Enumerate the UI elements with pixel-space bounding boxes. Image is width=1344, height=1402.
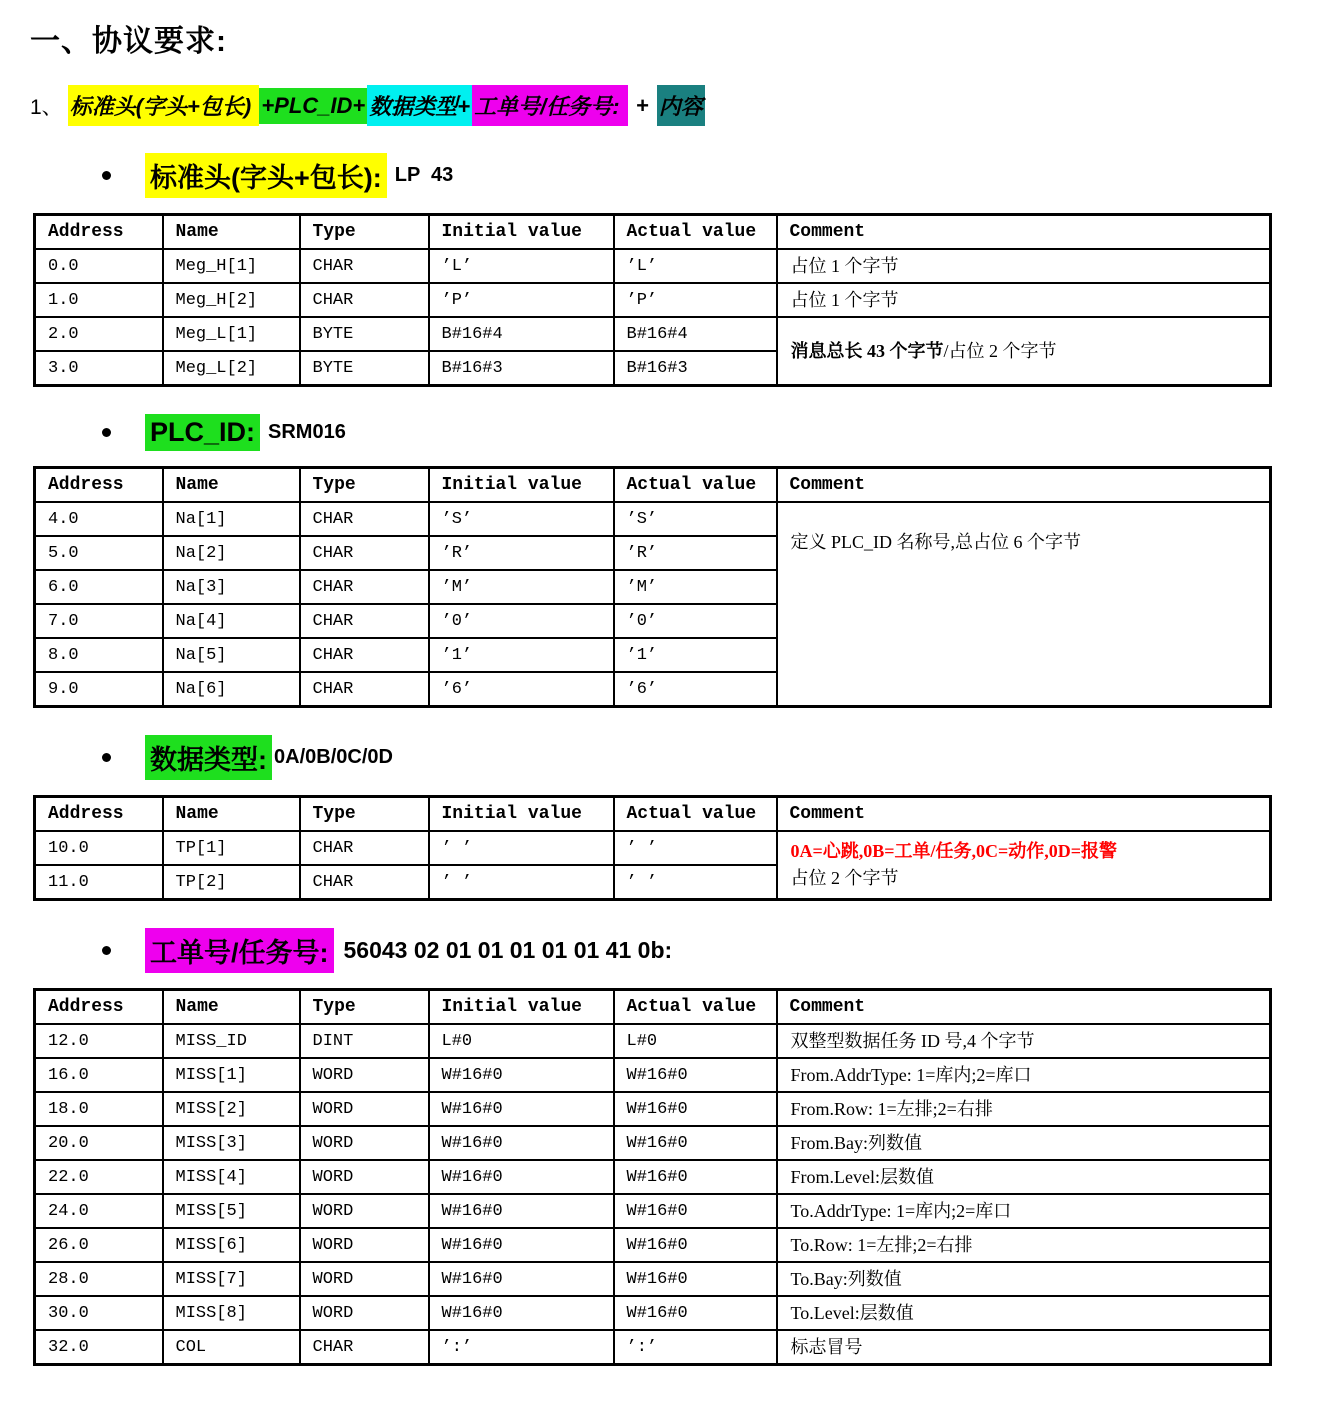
table-cell: DINT (300, 1024, 429, 1058)
table-header-row (35, 990, 1271, 1025)
column-header: Name (163, 797, 300, 832)
column-header: Initial value (429, 990, 614, 1025)
table-cell: 18.0 (35, 1092, 163, 1126)
table-cell: ’:’ (614, 1330, 777, 1365)
table-cell: MISS[8] (163, 1296, 300, 1330)
table-cell: WORD (300, 1194, 429, 1228)
section-plc-id (0, 414, 1344, 708)
table-cell: CHAR (300, 570, 429, 604)
comment-line (791, 865, 1264, 892)
comment-text: To.AddrType: 1=库内;2=库口 (790, 1200, 1012, 1221)
column-header: Actual value (614, 990, 777, 1025)
table-row (35, 1024, 1271, 1058)
bullet-row-work-order (102, 928, 1344, 973)
table-cell: W#16#0 (429, 1262, 614, 1296)
table-cell: CHAR (300, 672, 429, 707)
comment-line (791, 529, 1264, 556)
table-cell: W#16#0 (429, 1228, 614, 1262)
comment-line (791, 1164, 1264, 1191)
plc-id-table (33, 466, 1272, 708)
table-cell: B#16#4 (614, 317, 777, 351)
formula-segment-5: 内容 (657, 85, 705, 126)
table-cell: ’1’ (429, 638, 614, 672)
table-cell: ’R’ (429, 536, 614, 570)
table-cell: 11.0 (35, 865, 163, 900)
table-cell: ’ ’ (429, 865, 614, 900)
table-cell: W#16#0 (429, 1160, 614, 1194)
table-cell: W#16#0 (614, 1194, 777, 1228)
column-header: Type (300, 215, 429, 250)
column-header: Address (35, 468, 163, 503)
bullet-row-plc-id (102, 414, 1344, 451)
table-row (35, 1160, 1271, 1194)
table-cell: 3.0 (35, 351, 163, 386)
table-cell: ’ ’ (614, 831, 777, 865)
table-cell: ’L’ (614, 249, 777, 283)
table-cell: CHAR (300, 831, 429, 865)
table-row (35, 831, 1271, 865)
comment-cell (777, 1330, 1271, 1365)
table-cell: ’6’ (429, 672, 614, 707)
table-cell: 24.0 (35, 1194, 163, 1228)
table-cell: BYTE (300, 317, 429, 351)
table-cell: Na[1] (163, 502, 300, 536)
comment-line (791, 1198, 1264, 1225)
table-cell: ’S’ (429, 502, 614, 536)
table-cell: Meg_L[2] (163, 351, 300, 386)
comment-line (791, 1062, 1264, 1089)
comment-line (791, 1028, 1264, 1055)
table-header-row (35, 468, 1271, 503)
column-header: Actual value (614, 215, 777, 250)
comment-text: From.Bay:列数值 (790, 1132, 923, 1153)
table-row (35, 249, 1271, 283)
comment-text: 0A=心跳,0B=工单/任务,0C=动作,0D=报警 (790, 841, 1118, 861)
comment-line (791, 1096, 1264, 1123)
table-cell: W#16#0 (614, 1058, 777, 1092)
table-row (35, 283, 1271, 317)
comment-line (791, 1334, 1264, 1361)
comment-text: /占位 2 个字节 (943, 340, 1057, 361)
table-cell: CHAR (300, 638, 429, 672)
table-cell: MISS[5] (163, 1194, 300, 1228)
table-cell: BYTE (300, 351, 429, 386)
table-cell: Na[4] (163, 604, 300, 638)
table-cell: B#16#3 (614, 351, 777, 386)
column-header: Actual value (614, 797, 777, 832)
bullet-label-standard-header: 标准头(字头+包长): (145, 153, 387, 198)
comment-cell (777, 317, 1271, 386)
bullet-icon (102, 171, 111, 180)
bullet-value-data-type: 0A/0B/0C/0D (274, 746, 393, 768)
comment-line (791, 338, 1264, 365)
table-cell: W#16#0 (429, 1126, 614, 1160)
table-cell: MISS[4] (163, 1160, 300, 1194)
table-cell: W#16#0 (614, 1126, 777, 1160)
comment-cell (777, 1228, 1271, 1262)
table-cell: W#16#0 (614, 1160, 777, 1194)
work-order-table (33, 988, 1272, 1366)
column-header: Initial value (429, 797, 614, 832)
comment-cell (777, 502, 1271, 707)
table-cell: CHAR (300, 536, 429, 570)
table-cell: 8.0 (35, 638, 163, 672)
formula-segment-2: 数据类型+ (367, 85, 472, 126)
table-cell: TP[1] (163, 831, 300, 865)
formula-segment-4: + (629, 92, 655, 118)
comment-cell (777, 1262, 1271, 1296)
table-row (35, 1092, 1271, 1126)
table-header-row (35, 215, 1271, 250)
column-header: Name (163, 990, 300, 1025)
table-cell: 30.0 (35, 1296, 163, 1330)
table-row (35, 1296, 1271, 1330)
comment-cell (777, 1126, 1271, 1160)
table-cell: 4.0 (35, 502, 163, 536)
table-cell: Meg_L[1] (163, 317, 300, 351)
table-cell: B#16#4 (429, 317, 614, 351)
table-cell: 0.0 (35, 249, 163, 283)
table-cell: Meg_H[2] (163, 283, 300, 317)
table-cell: ’S’ (614, 502, 777, 536)
bullet-label-plc-id: PLC_ID: (145, 414, 260, 451)
comment-text: 标志冒号 (790, 1336, 863, 1357)
table-cell: L#0 (429, 1024, 614, 1058)
table-cell: TP[2] (163, 865, 300, 900)
comment-text: To.Row: 1=左排;2=右排 (790, 1234, 973, 1255)
formula-segment-0: 标准头(字头+包长) (68, 85, 260, 126)
table-cell: ’P’ (614, 283, 777, 317)
table-cell: W#16#0 (614, 1262, 777, 1296)
table-cell: CHAR (300, 283, 429, 317)
table-row (35, 1330, 1271, 1365)
table-cell: 20.0 (35, 1126, 163, 1160)
table-cell: ’ ’ (429, 831, 614, 865)
table-cell: MISS[7] (163, 1262, 300, 1296)
table-cell: COL (163, 1330, 300, 1365)
comment-line (791, 1232, 1264, 1259)
table-cell: 28.0 (35, 1262, 163, 1296)
formula-number-prefix: 1、 (30, 95, 63, 119)
bullet-icon (102, 753, 111, 762)
section-data-type (0, 735, 1344, 901)
table-cell: 22.0 (35, 1160, 163, 1194)
table-cell: ’L’ (429, 249, 614, 283)
table-cell: 2.0 (35, 317, 163, 351)
comment-cell (777, 283, 1271, 317)
comment-line (791, 253, 1264, 280)
table-cell: CHAR (300, 865, 429, 900)
comment-cell (777, 249, 1271, 283)
column-header: Name (163, 468, 300, 503)
formula-segment-1: +PLC_ID+ (259, 88, 367, 124)
bullet-row-standard-header (102, 153, 1344, 198)
table-cell: ’0’ (429, 604, 614, 638)
table-cell: Meg_H[1] (163, 249, 300, 283)
table-cell: WORD (300, 1262, 429, 1296)
table-cell: ’M’ (429, 570, 614, 604)
table-cell: MISS_ID (163, 1024, 300, 1058)
table-cell: ’1’ (614, 638, 777, 672)
protocol-formula-line (30, 85, 1344, 126)
column-header: Actual value (614, 468, 777, 503)
page-title: 一、协议要求: (30, 25, 227, 58)
bullet-label-data-type: 数据类型: (145, 735, 272, 780)
table-cell: WORD (300, 1160, 429, 1194)
column-header: Type (300, 797, 429, 832)
table-row (35, 502, 1271, 536)
table-cell: 1.0 (35, 283, 163, 317)
bullet-row-data-type (102, 735, 1344, 780)
bullet-value-plc-id: SRM016 (268, 421, 346, 443)
table-cell: W#16#0 (614, 1092, 777, 1126)
column-header: Type (300, 468, 429, 503)
table-cell: WORD (300, 1228, 429, 1262)
table-cell: ’R’ (614, 536, 777, 570)
formula-highlight-segments (68, 85, 705, 126)
bullet-label-work-order: 工单号/任务号: (145, 928, 334, 973)
table-row (35, 1058, 1271, 1092)
table-cell: ’:’ (429, 1330, 614, 1365)
table-cell: WORD (300, 1058, 429, 1092)
data-type-table (33, 795, 1272, 901)
comment-cell (777, 1160, 1271, 1194)
table-cell: 12.0 (35, 1024, 163, 1058)
table-cell: MISS[2] (163, 1092, 300, 1126)
table-cell: MISS[6] (163, 1228, 300, 1262)
comment-line (791, 287, 1264, 314)
table-cell: CHAR (300, 249, 429, 283)
comment-text: To.Bay:列数值 (790, 1268, 902, 1289)
comment-cell (777, 1024, 1271, 1058)
bullet-icon (102, 946, 111, 955)
comment-line (791, 1130, 1264, 1157)
table-cell: W#16#0 (429, 1092, 614, 1126)
table-cell: 26.0 (35, 1228, 163, 1262)
table-cell: W#16#0 (429, 1296, 614, 1330)
comment-text: 占位 2 个字节 (790, 868, 899, 888)
comment-text: 双整型数据任务 ID 号,4 个字节 (790, 1030, 1035, 1051)
comment-text: From.Row: 1=左排;2=右排 (790, 1098, 993, 1119)
column-header: Comment (777, 797, 1271, 832)
table-cell: ’ ’ (614, 865, 777, 900)
column-header: Type (300, 990, 429, 1025)
table-row (35, 1126, 1271, 1160)
comment-text: From.AddrType: 1=库内;2=库口 (790, 1064, 1032, 1085)
table-cell: Na[2] (163, 536, 300, 570)
table-cell: Na[6] (163, 672, 300, 707)
bullet-value-work-order: 56043 02 01 01 01 01 01 41 0b: (343, 937, 673, 963)
table-cell: ’M’ (614, 570, 777, 604)
table-cell: ’6’ (614, 672, 777, 707)
column-header: Initial value (429, 215, 614, 250)
table-cell: 5.0 (35, 536, 163, 570)
section-standard-header (0, 153, 1344, 387)
comment-cell (777, 1296, 1271, 1330)
formula-segment-3: 工单号/任务号: (472, 85, 628, 126)
comment-text: 消息总长 43 个字节 (790, 340, 944, 361)
column-header: Name (163, 215, 300, 250)
comment-text: 占位 1 个字节 (790, 255, 899, 276)
table-cell: MISS[1] (163, 1058, 300, 1092)
table-cell: W#16#0 (614, 1228, 777, 1262)
table-cell: 6.0 (35, 570, 163, 604)
comment-line (791, 838, 1264, 865)
comment-text: To.Level:层数值 (790, 1302, 914, 1323)
table-row (35, 317, 1271, 351)
column-header: Comment (777, 990, 1271, 1025)
table-cell: W#16#0 (429, 1058, 614, 1092)
table-cell: Na[5] (163, 638, 300, 672)
table-cell: MISS[3] (163, 1126, 300, 1160)
standard-header-table (33, 213, 1272, 387)
comment-line (791, 1266, 1264, 1293)
comment-text: 定义 PLC_ID 名称号,总占位 6 个字节 (790, 532, 1082, 552)
table-cell: ’P’ (429, 283, 614, 317)
column-header: Comment (777, 215, 1271, 250)
comment-cell (777, 1194, 1271, 1228)
table-cell: B#16#3 (429, 351, 614, 386)
comment-cell (777, 831, 1271, 900)
table-cell: ’0’ (614, 604, 777, 638)
bullet-value-standard-header: LP 43 (394, 164, 454, 186)
table-cell: Na[3] (163, 570, 300, 604)
column-header: Address (35, 797, 163, 832)
table-cell: W#16#0 (429, 1194, 614, 1228)
column-header: Address (35, 215, 163, 250)
table-cell: WORD (300, 1092, 429, 1126)
table-cell: 7.0 (35, 604, 163, 638)
table-cell: CHAR (300, 604, 429, 638)
table-row (35, 1228, 1271, 1262)
table-cell: 16.0 (35, 1058, 163, 1092)
comment-line (791, 1300, 1264, 1327)
table-cell: WORD (300, 1126, 429, 1160)
comment-text: From.Level:层数值 (790, 1166, 934, 1187)
table-cell: CHAR (300, 1330, 429, 1365)
table-cell: 9.0 (35, 672, 163, 707)
table-cell: 32.0 (35, 1330, 163, 1365)
table-cell: WORD (300, 1296, 429, 1330)
table-row (35, 1194, 1271, 1228)
table-cell: 10.0 (35, 831, 163, 865)
comment-cell (777, 1058, 1271, 1092)
section-work-order (0, 928, 1344, 1366)
column-header: Initial value (429, 468, 614, 503)
column-header: Address (35, 990, 163, 1025)
comment-text: 占位 1 个字节 (790, 289, 899, 310)
table-header-row (35, 797, 1271, 832)
table-cell: L#0 (614, 1024, 777, 1058)
table-cell: W#16#0 (614, 1296, 777, 1330)
table-row (35, 1262, 1271, 1296)
bullet-icon (102, 428, 111, 437)
comment-cell (777, 1092, 1271, 1126)
table-cell: CHAR (300, 502, 429, 536)
column-header: Comment (777, 468, 1271, 503)
